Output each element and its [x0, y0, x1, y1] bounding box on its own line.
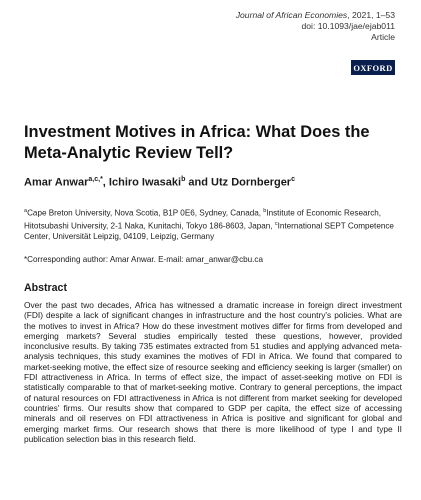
author-name: Utz Dornberger: [211, 176, 292, 189]
paper-title: Investment Motives in Africa: What Does the Meta-Analytic Review Tell?: [24, 123, 370, 162]
author-list: [24, 176, 295, 189]
affiliations: [24, 206, 402, 243]
doi[interactable]: doi: 10.1093/jae/ejab011: [301, 21, 395, 32]
oxford-logo: OXFORD: [351, 60, 395, 75]
author-affiliation-mark: b: [181, 176, 186, 183]
affiliation-mark: b: [263, 208, 267, 214]
affiliation-text: Institute of Economic Research, Hitotsubashi University, 2-1 Naka, Kunitachi, Tokyo 186-8603, Japan,: [24, 208, 382, 231]
author-affiliation-mark: c: [291, 176, 295, 183]
author-separator: ,: [102, 176, 109, 189]
affiliation-mark: c: [274, 221, 278, 228]
journal-issue: , 2021, 1–53: [347, 10, 395, 20]
author-separator: and: [185, 176, 212, 189]
affiliation-text: International SEPT Competence Center, Universität Leipzig, 04109, Leipzig, Germany: [24, 221, 394, 242]
article-type: Article: [371, 32, 395, 43]
journal-meta: [236, 10, 395, 44]
author-name: Ichiro Iwasaki: [108, 176, 182, 189]
abstract-heading: Abstract: [24, 282, 67, 294]
affiliation-mark: a: [24, 208, 28, 214]
abstract-text: Over the past two decades, Africa has witnessed a dramatic increase in foreign direct investment (FDI) despite a lack of significant changes in infrastructure and the host country's policies. What are the motives to invest in Africa? How do these investment motives differ for firms from developed and emerging markets? Several studies empirically tested these questions, however, provided inconclusive results. By taking 735 estimates extracted from 51 studies and applying advanced meta-analysis techniques, this study examines the motives of FDI in Africa. We found that compared to market-seeking motive, the effect size of resource seeking and efficiency seeking is larger (smaller) on FDI attractiveness in Africa. In terms of effect size, the impact of asset-seeking motive on FDI is statistically comparable to that of market-seeking motive. Contrary to general perceptions, the impact of natural resources on FDI attractiveness in Africa is not different from market seeking for developed countries' firms. Our results show that compared to GDP per capita, the effect size of accessing minerals and oil reserves on FDI attractiveness in Africa is positive and significant for global and emerging market firms. Our research shows that there is more likelihood of type I and type II publication selection bias in this research field.: [24, 300, 402, 444]
corresponding-author: *Corresponding author: Amar Anwar. E-mail: amar_anwar@cbu.ca: [24, 255, 264, 264]
journal-citation: [236, 10, 395, 21]
author-affiliation-mark: a,c,*: [88, 176, 103, 183]
affiliation-text: Cape Breton University, Nova Scotia, B1P 0E6, Sydney, Canada,: [27, 208, 264, 218]
journal-name: Journal of African Economies: [235, 10, 348, 20]
author-name: Amar Anwar: [24, 176, 89, 189]
